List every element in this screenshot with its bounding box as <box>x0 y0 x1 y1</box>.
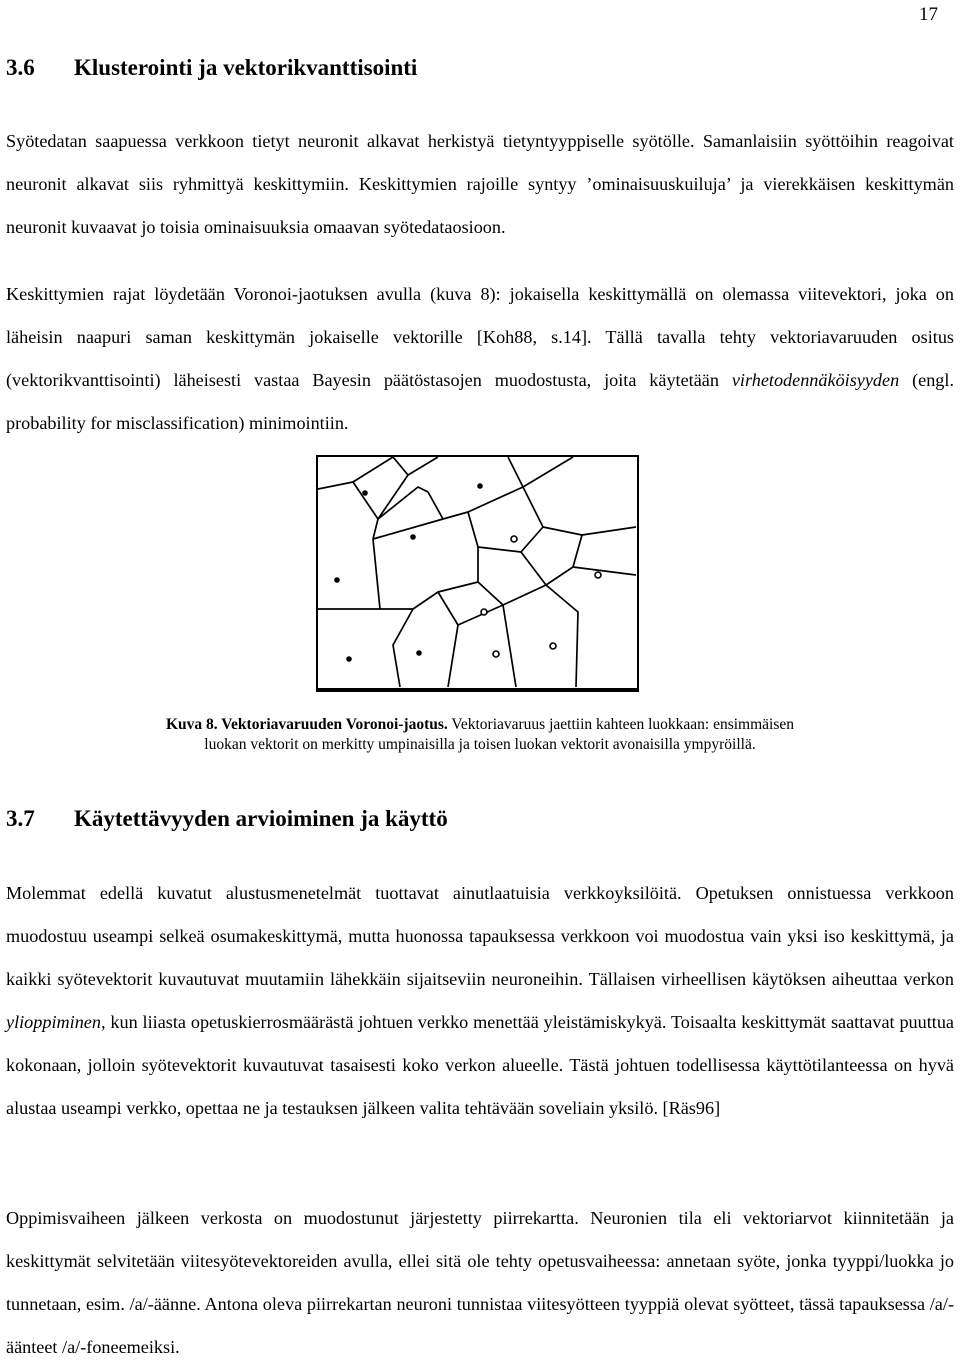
paragraph: Syötedatan saapuessa verkkoon tietyt neuronit alkavat herkistyä tietyntyyppiselle syötölle. Samanlaisiin syöttöihin reagoivat neuronit alkavat siis ryhmittyä keskittymiin. Keskittymien rajoille syntyy ’ominaisuuskuiluja’ ja vierekkäisen keskittymän neuronit kuvaavat jo toisia ominaisuuksia omaavan syötedataosioon. <box>6 131 954 237</box>
section-title: Klusterointi ja vektorikvanttisointi <box>74 55 418 80</box>
section-number: 3.6 <box>6 55 35 80</box>
paragraph <box>6 872 954 1130</box>
caption-label: Kuva 8. Vektoriavaruuden Voronoi-jaotus. <box>165 716 448 733</box>
emphasized-term: virhetodennäköisyyden <box>731 370 900 390</box>
voronoi-diagram <box>316 455 639 692</box>
page-number: 17 <box>919 4 938 25</box>
section-number: 3.7 <box>6 806 35 831</box>
section-title: Käytettävyyden arvioiminen ja käyttö <box>74 806 448 831</box>
emphasized-term: ylioppiminen, <box>6 1012 106 1032</box>
figure-caption <box>160 715 800 754</box>
paragraph-text: Keskittymien rajat löydetään Voronoi-jaotuksen avulla (kuva 8): jokaisella keskittymällä on olemassa viitevektori, joka on läheisin naapuri saman keskittymän jokaiselle vektorille [Koh88, s.14]. Tällä tavalla tehty vektoriavaruuden ositus (vektorikvanttisointi) läheisesti vastaa Bayesin päätöstasojen muodostusta, joita käytetään <box>6 284 954 390</box>
section-heading-3-6 <box>6 55 417 81</box>
paragraph: Oppimisvaiheen jälkeen verkosta on muodostunut järjestetty piirrekartta. Neuronien tila eli vektoriarvot kiinnitetään ja keskittymät selvitetään viitesyötevektoreiden avulla, ellei sitä ole tehty opetusvaiheessa: annetaan syöte, jonka tyyppi/luokka jo tunnetaan, esim. /a/-äänne. Antona oleva piirrekartan neuroni tunnistaa viitesyötteen tyyppiä olevat syötteet, tässä tapauksessa /a/-äänteet /a/-foneemeiksi. <box>6 1208 954 1357</box>
paragraph-text: Molemmat edellä kuvatut alustusmenetelmät tuottavat ainutlaatuisia verkkoyksilöitä. Opetuksen onnistuessa verkkoon muodostuu useampi selkeä osumakeskittymä, mutta huonossa tapauksessa verkkoon voi muodostua vain yksi iso keskittymä, ja kaikki syötevektorit kuvautuvat muutamiin lähekkäin sijaitseviin neuroneihin. Tällaisen virheellisen käytöksen aiheuttaa verkon <box>6 883 954 989</box>
paragraph <box>6 273 954 445</box>
paragraph-text: (engl. probability for misclassification) minimointiin. <box>6 370 955 433</box>
paragraph-text: kun liiasta opetuskierrosmäärästä johtuen verkko menettää yleistämiskykyä. Toisaalta keskittymät saattavat puuttua kokonaan, jolloin syötevektorit kuvautuvat tasaisesti koko verkon alueelle. Tästä johtuen todellisessa käyttötilanteessa on hyvä alustaa useampi verkko, opettaa ne ja testauksen jälkeen valita tehtävään soveliain yksilö. [Räs96] <box>6 1012 954 1118</box>
caption-text: Vektoriavaruus jaettiin kahteen luokkaan: ensimmäisen luokan vektorit on merkitty umpinaisilla ja toisen luokan vektorit avonaisilla ympyröillä. <box>204 716 794 753</box>
section-heading-3-7 <box>6 806 448 832</box>
